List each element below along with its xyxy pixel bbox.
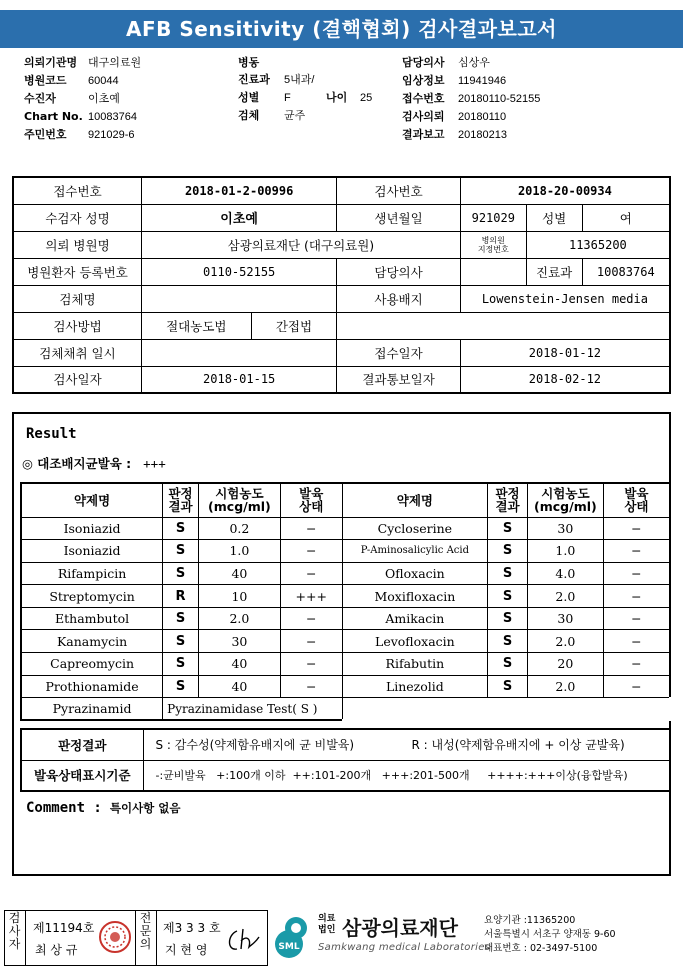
age-value: 25	[360, 92, 373, 104]
header-value: 10083764	[88, 111, 137, 123]
drug-name: Ofloxacin	[342, 562, 488, 585]
receive-date: 2018-01-12	[460, 339, 670, 366]
col-growth-1: 발육	[624, 486, 649, 502]
address-line: 서울특별시 서초구 양재동 9-60	[484, 929, 616, 940]
col-conc-1: 시험농도	[215, 486, 264, 502]
table-row	[21, 540, 670, 563]
medium-label: 사용배지	[337, 285, 461, 312]
concentration: 4.0	[527, 562, 603, 585]
dept-label: 진료과	[526, 258, 582, 285]
sml-logo-icon	[272, 916, 314, 960]
header-label: 성별	[238, 91, 260, 104]
patient-name-label: 수검자 성명	[13, 204, 142, 231]
judgment: S	[488, 630, 528, 653]
col-growth	[280, 483, 342, 517]
judgment: S	[488, 585, 528, 608]
judgment: S	[488, 675, 528, 698]
concentration: 40	[198, 653, 280, 676]
control-value: +++	[143, 456, 166, 471]
header-label: 진료과	[238, 73, 270, 86]
col-conc-2: (mcg/ml)	[534, 499, 597, 515]
header-value: 5내과/	[284, 74, 315, 86]
judgment: S	[163, 630, 199, 653]
control-label: ◎ 대조배지균발육 :	[22, 456, 132, 471]
address-line: 대표번호 : 02-3497-5100	[484, 943, 598, 954]
growth: −	[603, 607, 670, 630]
growth-legend-label: 발육상태표시기준	[21, 760, 143, 791]
drug-name: Isoniazid	[21, 540, 163, 563]
test-no: 2018-20-00934	[460, 177, 670, 204]
col-growth-2: 상태	[299, 499, 324, 515]
col-judgment	[488, 483, 528, 517]
patient-name: 이초예	[142, 204, 337, 231]
pza-test: Pyrazinamidase Test( S )	[163, 698, 342, 721]
header-col-1	[24, 54, 141, 144]
header-label: 병동	[238, 56, 260, 69]
test-no-label: 검사번호	[337, 177, 461, 204]
judgment: S	[488, 653, 528, 676]
tester-vert-text: 검사자	[8, 911, 21, 951]
header-label: 임상정보	[402, 74, 445, 87]
header-label: 검체	[238, 109, 260, 122]
table-row	[21, 562, 670, 585]
judgment-legend	[143, 729, 670, 760]
col-judgment-2: 결과	[495, 499, 520, 515]
concentration: 10	[198, 585, 280, 608]
concentration: 1.0	[527, 540, 603, 563]
drug-name: Linezolid	[342, 675, 488, 698]
designated-no: 11365200	[526, 231, 670, 258]
collect-date	[142, 339, 337, 366]
patient-info-table	[12, 176, 671, 394]
drug-name: Capreomycin	[21, 653, 163, 676]
reception-no: 2018-01-2-00996	[142, 177, 337, 204]
col-conc-2: (mcg/ml)	[208, 499, 271, 515]
concentration: 2.0	[527, 675, 603, 698]
concentration: 20	[527, 653, 603, 676]
designated-no-label-1: 병의원	[481, 235, 505, 245]
pza-blank	[342, 698, 670, 721]
col-judgment-1: 판정	[168, 486, 193, 502]
growth: −	[280, 562, 342, 585]
sex-label: 성별	[526, 204, 582, 231]
specialist-no: 제3 3 3 호	[163, 921, 221, 935]
col-conc-1: 시험농도	[541, 486, 590, 502]
table-row	[21, 585, 670, 608]
specimen-label: 검체명	[13, 285, 142, 312]
test-date: 2018-01-15	[142, 366, 337, 393]
judgment-s: S : 감수성(약제함유배지에 균 비발육)	[155, 738, 355, 753]
judgment-r: R : 내성(약제함유배지에 + 이상 균발육)	[411, 738, 625, 753]
header-label: 검사의뢰	[402, 110, 445, 123]
comment-text: 특이사항 없음	[109, 801, 181, 815]
col-judgment-2: 결과	[168, 499, 193, 515]
growth: −	[603, 630, 670, 653]
header-value: 921029-6	[88, 129, 135, 141]
header-col-2	[238, 54, 372, 125]
result-section	[12, 412, 671, 876]
growth: −	[280, 675, 342, 698]
concentration: 40	[198, 562, 280, 585]
header-value: 11941946	[458, 75, 507, 87]
sex-value: 여	[582, 204, 670, 231]
growth: −	[603, 675, 670, 698]
concentration: 0.2	[198, 517, 280, 540]
hospital-name: 삼광의료재단 (대구의료원)	[142, 231, 461, 258]
specialist-vert-text: 전문의	[139, 911, 152, 951]
col-conc	[198, 483, 280, 517]
table-row-pza	[21, 698, 670, 721]
header-value: 20180213	[458, 129, 507, 141]
drug-name: Streptomycin	[21, 585, 163, 608]
doctor-value	[460, 258, 526, 285]
growth: −	[603, 517, 670, 540]
test-date-label: 검사일자	[13, 366, 142, 393]
col-judgment-1: 판정	[495, 486, 520, 502]
method-1: 절대농도법	[142, 312, 252, 339]
drug-name: Rifabutin	[342, 653, 488, 676]
judgment: S	[488, 517, 528, 540]
growth: +++	[280, 585, 342, 608]
col-drug: 약제명	[342, 483, 488, 517]
header-label: 결과보고	[402, 128, 445, 141]
header-value: 심상우	[458, 57, 490, 69]
judgment: S	[163, 540, 199, 563]
header-label: 병원코드	[24, 74, 67, 87]
birth-value: 921029	[460, 204, 526, 231]
judgment: S	[163, 517, 199, 540]
col-growth-1: 발육	[299, 486, 324, 502]
judgment: S	[163, 607, 199, 630]
drug-name: Isoniazid	[21, 517, 163, 540]
org-name: 삼광의료재단	[342, 916, 458, 940]
notify-date-label: 결과통보일자	[337, 366, 461, 393]
hospital-label: 의뢰 병원명	[13, 231, 142, 258]
growth: −	[603, 653, 670, 676]
org-english-name: Samkwang medical Laboratories	[318, 942, 491, 953]
header-label: Chart No.	[24, 110, 83, 123]
concentration: 30	[527, 517, 603, 540]
result-title: Result	[26, 426, 77, 442]
comment	[26, 800, 181, 816]
growth: −	[603, 562, 670, 585]
collect-date-label: 검체채취 일시	[13, 339, 142, 366]
method-blank	[337, 312, 670, 339]
pza-drug: Pyrazinamid	[21, 698, 163, 721]
header-col-3	[402, 54, 540, 144]
header-label: 의뢰기관명	[24, 56, 78, 69]
growth: −	[280, 517, 342, 540]
concentration: 2.0	[527, 585, 603, 608]
drug-name: Cycloserine	[342, 517, 488, 540]
report-title: AFB Sensitivity (결핵협회) 검사결과보고서	[0, 10, 683, 48]
header-label: 담당의사	[402, 56, 445, 69]
header-value: 이초예	[88, 93, 120, 105]
col-conc	[527, 483, 603, 517]
header-value: 대구의료원	[88, 57, 142, 69]
col-growth-2: 상태	[624, 499, 649, 515]
judgment: R	[163, 585, 199, 608]
growth-legend: -:균비발육 +:100개 이하 ++:101-200개 +++:201-500개 ++++:+++이상(융합발육)	[143, 760, 670, 791]
growth: −	[603, 540, 670, 563]
specimen-value	[142, 285, 337, 312]
concentration: 30	[527, 607, 603, 630]
doctor-label: 담당의사	[337, 258, 461, 285]
method-label: 검사방법	[13, 312, 142, 339]
drug-name: Rifampicin	[21, 562, 163, 585]
drug-name: Levofloxacin	[342, 630, 488, 653]
growth: −	[603, 585, 670, 608]
header-label: 주민번호	[24, 128, 67, 141]
control-growth	[22, 454, 166, 472]
tester-no: 제11194호	[33, 921, 95, 935]
header-value: 20180110-52155	[458, 93, 541, 105]
org-prefix: 의료법인	[318, 914, 336, 935]
concentration: 1.0	[198, 540, 280, 563]
header-label: 접수번호	[402, 92, 445, 105]
growth: −	[280, 630, 342, 653]
table-row	[21, 653, 670, 676]
growth: −	[280, 540, 342, 563]
signature-icon	[225, 925, 263, 955]
notify-date: 2018-02-12	[460, 366, 670, 393]
drug-name: Ethambutol	[21, 607, 163, 630]
table-row	[21, 517, 670, 540]
drug-name: Amikacin	[342, 607, 488, 630]
header-value: 20180110	[458, 111, 507, 123]
method-2: 간접법	[251, 312, 337, 339]
comment-label: Comment :	[26, 800, 102, 816]
header-label: 수진자	[24, 92, 56, 105]
seal-stamp-icon	[97, 919, 133, 955]
judgment: S	[488, 607, 528, 630]
concentration: 2.0	[198, 607, 280, 630]
designated-no-label-2: 지정번호	[477, 244, 509, 254]
org-address	[484, 914, 616, 956]
growth: −	[280, 653, 342, 676]
col-drug: 약제명	[21, 483, 163, 517]
specialist-name: 지 현 영	[165, 943, 208, 957]
legend-table	[20, 728, 671, 792]
logo-text: SML	[278, 942, 300, 952]
dept-value: 10083764	[582, 258, 670, 285]
drug-name: Moxifloxacin	[342, 585, 488, 608]
judgment: S	[163, 562, 199, 585]
col-judgment	[163, 483, 199, 517]
reg-no-label: 병원환자 등록번호	[13, 258, 142, 285]
drug-sensitivity-table	[20, 482, 671, 721]
header-value: 60044	[88, 75, 119, 87]
drug-name: Kanamycin	[21, 630, 163, 653]
concentration: 40	[198, 675, 280, 698]
table-row	[21, 630, 670, 653]
concentration: 30	[198, 630, 280, 653]
col-growth	[603, 483, 670, 517]
drug-name: P-Aminosalicylic Acid	[342, 540, 488, 563]
designated-no-label	[460, 231, 526, 258]
specialist-vertical-label	[135, 910, 157, 966]
judgment: S	[163, 675, 199, 698]
judgment: S	[488, 562, 528, 585]
judgment: S	[163, 653, 199, 676]
tester-name: 최 상 규	[35, 943, 78, 957]
tester-vertical-label	[4, 910, 26, 966]
medium-value: Lowenstein-Jensen media	[460, 285, 670, 312]
growth: −	[280, 607, 342, 630]
judgment: S	[488, 540, 528, 563]
birth-label: 생년월일	[337, 204, 461, 231]
drug-name: Prothionamide	[21, 675, 163, 698]
reception-no-label: 접수번호	[13, 177, 142, 204]
header-value: 균주	[284, 110, 306, 122]
address-line: 요양기관 :11365200	[484, 915, 576, 926]
receive-date-label: 접수일자	[337, 339, 461, 366]
table-row	[21, 607, 670, 630]
age-label: 나이	[326, 91, 348, 104]
reg-no: 0110-52155	[142, 258, 337, 285]
judgment-legend-label: 판정결과	[21, 729, 143, 760]
header-value: F	[284, 92, 291, 104]
concentration: 2.0	[527, 630, 603, 653]
table-row	[21, 675, 670, 698]
signature-box	[4, 910, 268, 966]
